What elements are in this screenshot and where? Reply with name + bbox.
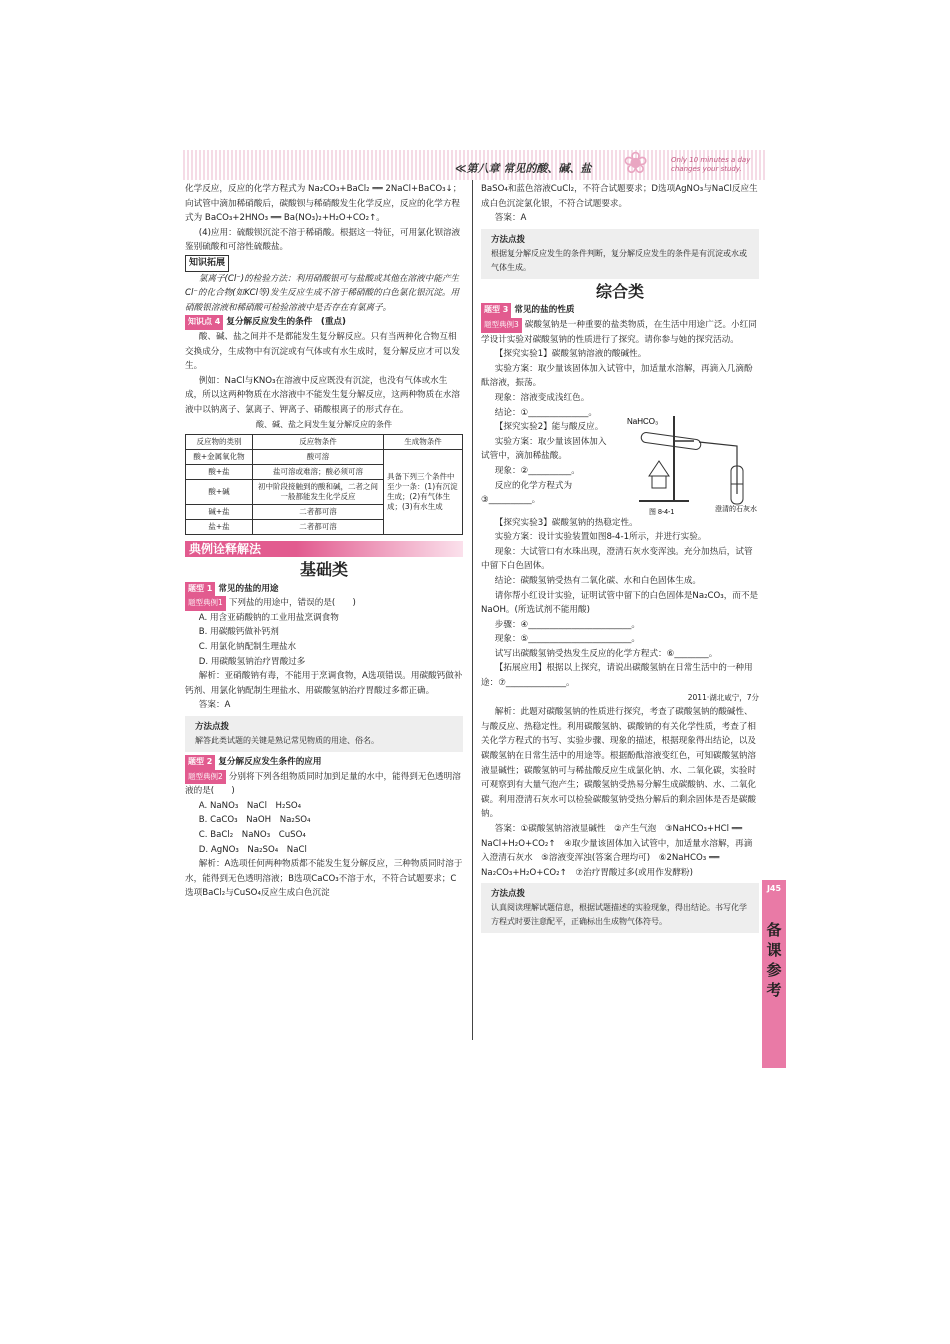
table-cell: 酸+盐 (186, 465, 253, 480)
table-cell: 二者都可溶 (253, 520, 384, 535)
column-divider (472, 180, 473, 1040)
side-tab (762, 880, 786, 1068)
solution-text: 解析：此题对碳酸氢钠的性质进行探究，考查了碳酸氢钠的酸碱性、与酸反应、热稳定性。利用碳酸氢钠、碳酸钠的有关化学性质，考查了相关化学方程式的书写、实验步骤、现象的描述，根据现象得出结论，以及碳酸氢钠在日常生活中的用途等。根据酚酞溶液变红色，可知碳酸氢钠溶液显碱性；碳酸氢钠可与稀盐酸反应生成氯化钠、水、二氧化碳，实验时可观察到有大量气泡产生；碳酸氢钠受热易分解生成碳酸钠、水、二氧化碳。利用澄清石灰水可以检验碳酸氢钠受热分解后的剩余固体是否是碳酸钠。 (481, 707, 757, 820)
figure-label-reagent: NaHCO₃ (627, 416, 659, 426)
method-tip-title: 方法点拨 (195, 722, 230, 733)
reaction-conditions-table (185, 434, 463, 535)
option: D. 用碳酸氢钠治疗胃酸过多 (198, 656, 306, 667)
table-cell: 二者都可溶 (253, 505, 384, 520)
question-source: 2011·湖北咸宁，7分 (687, 692, 759, 702)
solution-text: 解析：亚硝酸钠有毒，不能用于烹调食物，A选项错误。用碳酸钙做补钙剂、用氯化钠配制生理盐水、用碳酸氢钠治疗胃酸过多都正确。 (185, 671, 463, 696)
table-cell: 酸+碱 (186, 480, 253, 505)
method-tip-body: 根据复分解反应发生的条件判断，复分解反应发生的条件是有沉淀或水或气体生成。 (491, 248, 747, 272)
experiment-text: 反应的化学方程式为③__________。 (481, 480, 573, 506)
table-header: 反应物条件 (253, 435, 384, 450)
flower-icon: ❀ (623, 146, 649, 181)
page-number: J45 (766, 884, 782, 893)
experiment-text: 实验方案：取少量该固体加入试管中，加适量水溶解，再滴入几滴酚酞溶液，振荡。 (481, 363, 753, 389)
experiment-title: 【探究实验3】碳酸氢钠的热稳定性。 (494, 517, 638, 528)
knowledge-extension-title: 知识拓展 (185, 255, 229, 272)
experiment-title: 【探究实验1】碳酸氢钠溶液的酸碱性。 (494, 349, 647, 360)
paragraph: 酸、碱、盐之间并不是都能发生复分解反应。只有当两种化合物互相交换成分，生成物中有沉淀或有气体或有水生成时，复分解反应才可以发生。 (185, 331, 461, 372)
method-tip-body: 认真阅读理解试题信息，根据试题描述的实验现象，得出结论。书写化学方程式时要注意配平，正确标出生成物气体符号。 (491, 903, 747, 927)
experiment-text: 结论：碳酸氢钠受热有二氧化碳、水和白色固体生成。 (494, 575, 702, 586)
question-type-title: 复分解反应发生条件的应用 (218, 757, 322, 768)
experiment-title: 【探究实验2】能与酸反应。 (494, 422, 604, 433)
answer-text: 答案：①碳酸氢钠溶液显碱性 ②产生气泡 ③NaHCO₃+HCl ══ NaCl+H₂O+CO₂↑ ④取少量该固体加入试管中，加适量水溶解，再滴入澄清石灰水 ⑤溶液变浑浊(答案合理均可) ⑥2NaHCO₃ ══ Na₂CO₃+H₂O+CO₂↑ ⑦治疗胃酸过多(或用作发酵粉) (481, 824, 753, 878)
table-header: 生成物条件 (384, 435, 463, 450)
experiment-text: 现象：溶液变成浅红色。 (494, 392, 590, 403)
figure-label-limewater: 澄清的石灰水 (715, 505, 757, 513)
blank-equation: 试写出碳酸氢钠受热发生反应的化学方程式：⑥________。 (494, 648, 718, 659)
section-title: 综合类 (595, 281, 644, 301)
table-caption: 酸、碱、盐之间发生复分解反应的条件 (256, 419, 392, 429)
page-header (183, 146, 765, 181)
section-banner: 典例诠释解法 (185, 541, 463, 557)
paragraph: (4)应用：硫酸钡沉淀不溶于稀硝酸。根据这一特征，可用氯化钡溶液鉴别硫酸和可溶性硫酸盐。 (185, 227, 461, 253)
method-tip-box (185, 716, 463, 752)
option: B. 用碳酸钙做补钙剂 (198, 627, 279, 638)
table-cell: 具备下列三个条件中至少一条：(1)有沉淀生成；(2)有气体生成；(3)有水生成 (384, 450, 463, 535)
answer-text: 答案：A (198, 700, 231, 711)
blank-step: 步骤：④________________________。 (494, 619, 640, 630)
extension-application: 【拓展应用】根据以上探究，请说出碳酸氢钠在日常生活中的一种用途：⑦______________。 (481, 663, 753, 689)
question-text: 下列盐的用途中，错误的是( ) (228, 598, 356, 609)
right-column (481, 182, 759, 936)
header-slogan: Only 10 minutes a day changes your study. (671, 156, 751, 173)
table-header: 反应物的类别 (186, 435, 253, 450)
example-tag: 题型典例2 (185, 770, 226, 785)
knowledge-point-title: 复分解反应发生的条件 (重点) (226, 317, 346, 328)
table-cell: 酸可溶 (253, 450, 384, 465)
question-type-tag: 题型 3 (481, 303, 511, 318)
experiment-text: 实验方案：取少量该固体加入试管中，滴加稀盐酸。 (481, 436, 607, 462)
option: C. 用氯化钠配制生理盐水 (198, 642, 297, 653)
option: C. BaCl₂ NaNO₃ CuSO₄ (198, 830, 306, 840)
question-type-title: 常见的盐的用途 (218, 583, 279, 594)
question-type-title: 常见的盐的性质 (514, 305, 575, 316)
experiment-text: 结论：①______________。 (494, 407, 597, 418)
figure-caption: 图 8-4-1 (649, 508, 675, 516)
question-text: 分别将下列各组物质同时加到足量的水中，能得到无色透明溶液的是( ) (185, 771, 461, 797)
option: A. NaNO₃ NaCl H₂SO₄ (198, 800, 302, 811)
experiment-text: 现象：②__________。 (494, 465, 580, 476)
experiment-text: 请你帮小红设计实验，证明试管中留下的白色固体是Na₂CO₃，而不是NaOH。(所选试剂不能用酸) (481, 590, 759, 616)
method-tip-title: 方法点拨 (491, 889, 526, 900)
table-cell: 盐可溶或难溶；酸必须可溶 (253, 465, 384, 480)
option: D. AgNO₃ Na₂SO₄ NaCl (198, 844, 307, 855)
blank-observation: 现象：⑤________________________。 (494, 634, 640, 645)
table-cell: 盐+盐 (186, 520, 253, 535)
answer-text: 答案：A (494, 213, 527, 224)
question-type-tag: 题型 2 (185, 755, 215, 770)
left-column (185, 182, 463, 901)
apparatus-figure (619, 406, 759, 516)
paragraph: BaSO₄和蓝色溶液CuCl₂，不符合试题要求；D选项AgNO₃与NaCl反应生成白色沉淀氯化银，不符合试题要求。 (481, 184, 758, 209)
knowledge-extension-body: 氯离子(Cl⁻)的检验方法：利用硝酸银可与盐酸或其他在溶液中能产生Cl⁻的化合物(如KCl等)发生反应生成不溶于稀硝酸的白色氯化银沉淀。用硝酸银溶液和稀硝酸可检验溶液中是否存在有氯离子。 (185, 273, 460, 313)
paragraph: 化学反应，反应的化学方程式为 Na₂CO₃+BaCl₂ ══ 2NaCl+BaCO₃↓；向试管中滴加稀硝酸后，碳酸钡与稀硝酸发生化学反应，反应的化学方程式为 BaCO₃+2HNO₃ ══ Ba(NO₃)₂+H₂O+CO₂↑。 (185, 184, 462, 224)
table-cell: 碱+盐 (186, 505, 253, 520)
method-tip-body: 解答此类试题的关键是熟记常见物质的用途、俗名。 (195, 736, 379, 746)
example-tag: 题型典例1 (185, 596, 226, 611)
method-tip-title: 方法点拨 (491, 234, 526, 245)
experiment-text: 实验方案：设计实验装置如图8-4-1所示，并进行实验。 (494, 532, 707, 543)
section-title: 基础类 (299, 560, 348, 580)
heating-apparatus-diagram (619, 406, 759, 516)
example-tag: 题型典例3 (481, 318, 522, 333)
side-tab-label: 备课参考 (766, 921, 782, 999)
option: A. 用含亚硝酸钠的工业用盐烹调食物 (198, 612, 339, 623)
method-tip-box (481, 883, 759, 933)
table-cell: 酸+金属氧化物 (186, 450, 253, 465)
chapter-title: ≪第八章 常见的酸、碱、盐 (455, 162, 592, 175)
knowledge-point-tag: 知识点 4 (185, 315, 223, 330)
solution-text: 解析：A选项任何两种物质都不能发生复分解反应，三种物质同时溶于水，能得到无色透明溶液；B选项CaCO₃不溶于水，不符合试题要求；C选项BaCl₂与CuSO₄反应生成白色沉淀 (185, 859, 463, 899)
question-type-tag: 题型 1 (185, 582, 215, 597)
question-text: 碳酸氢钠是一种重要的盐类物质，在生活中用途广泛。小红同学设计实验对碳酸氢钠的性质进行了探究。请你参与她的探究活动。 (481, 319, 757, 345)
method-tip-box (481, 229, 759, 279)
textbook-page (183, 146, 765, 1040)
option: B. CaCO₃ NaOH Na₂SO₄ (198, 815, 311, 826)
paragraph: 例如：NaCl与KNO₃在溶液中反应既没有沉淀，也没有气体或水生成，所以这两种物质在水溶液中不能发生复分解反应，这两种物质在水溶液中以钠离子、氯离子、钾离子、硝酸根离子的形式存在。 (185, 375, 461, 415)
experiment-text: 现象：大试管口有水珠出现，澄清石灰水变浑浊。充分加热后，试管中留下白色固体。 (481, 546, 753, 572)
table-cell: 初中阶段接触到的酸和碱，二者之间一般都能发生化学反应 (253, 480, 384, 505)
